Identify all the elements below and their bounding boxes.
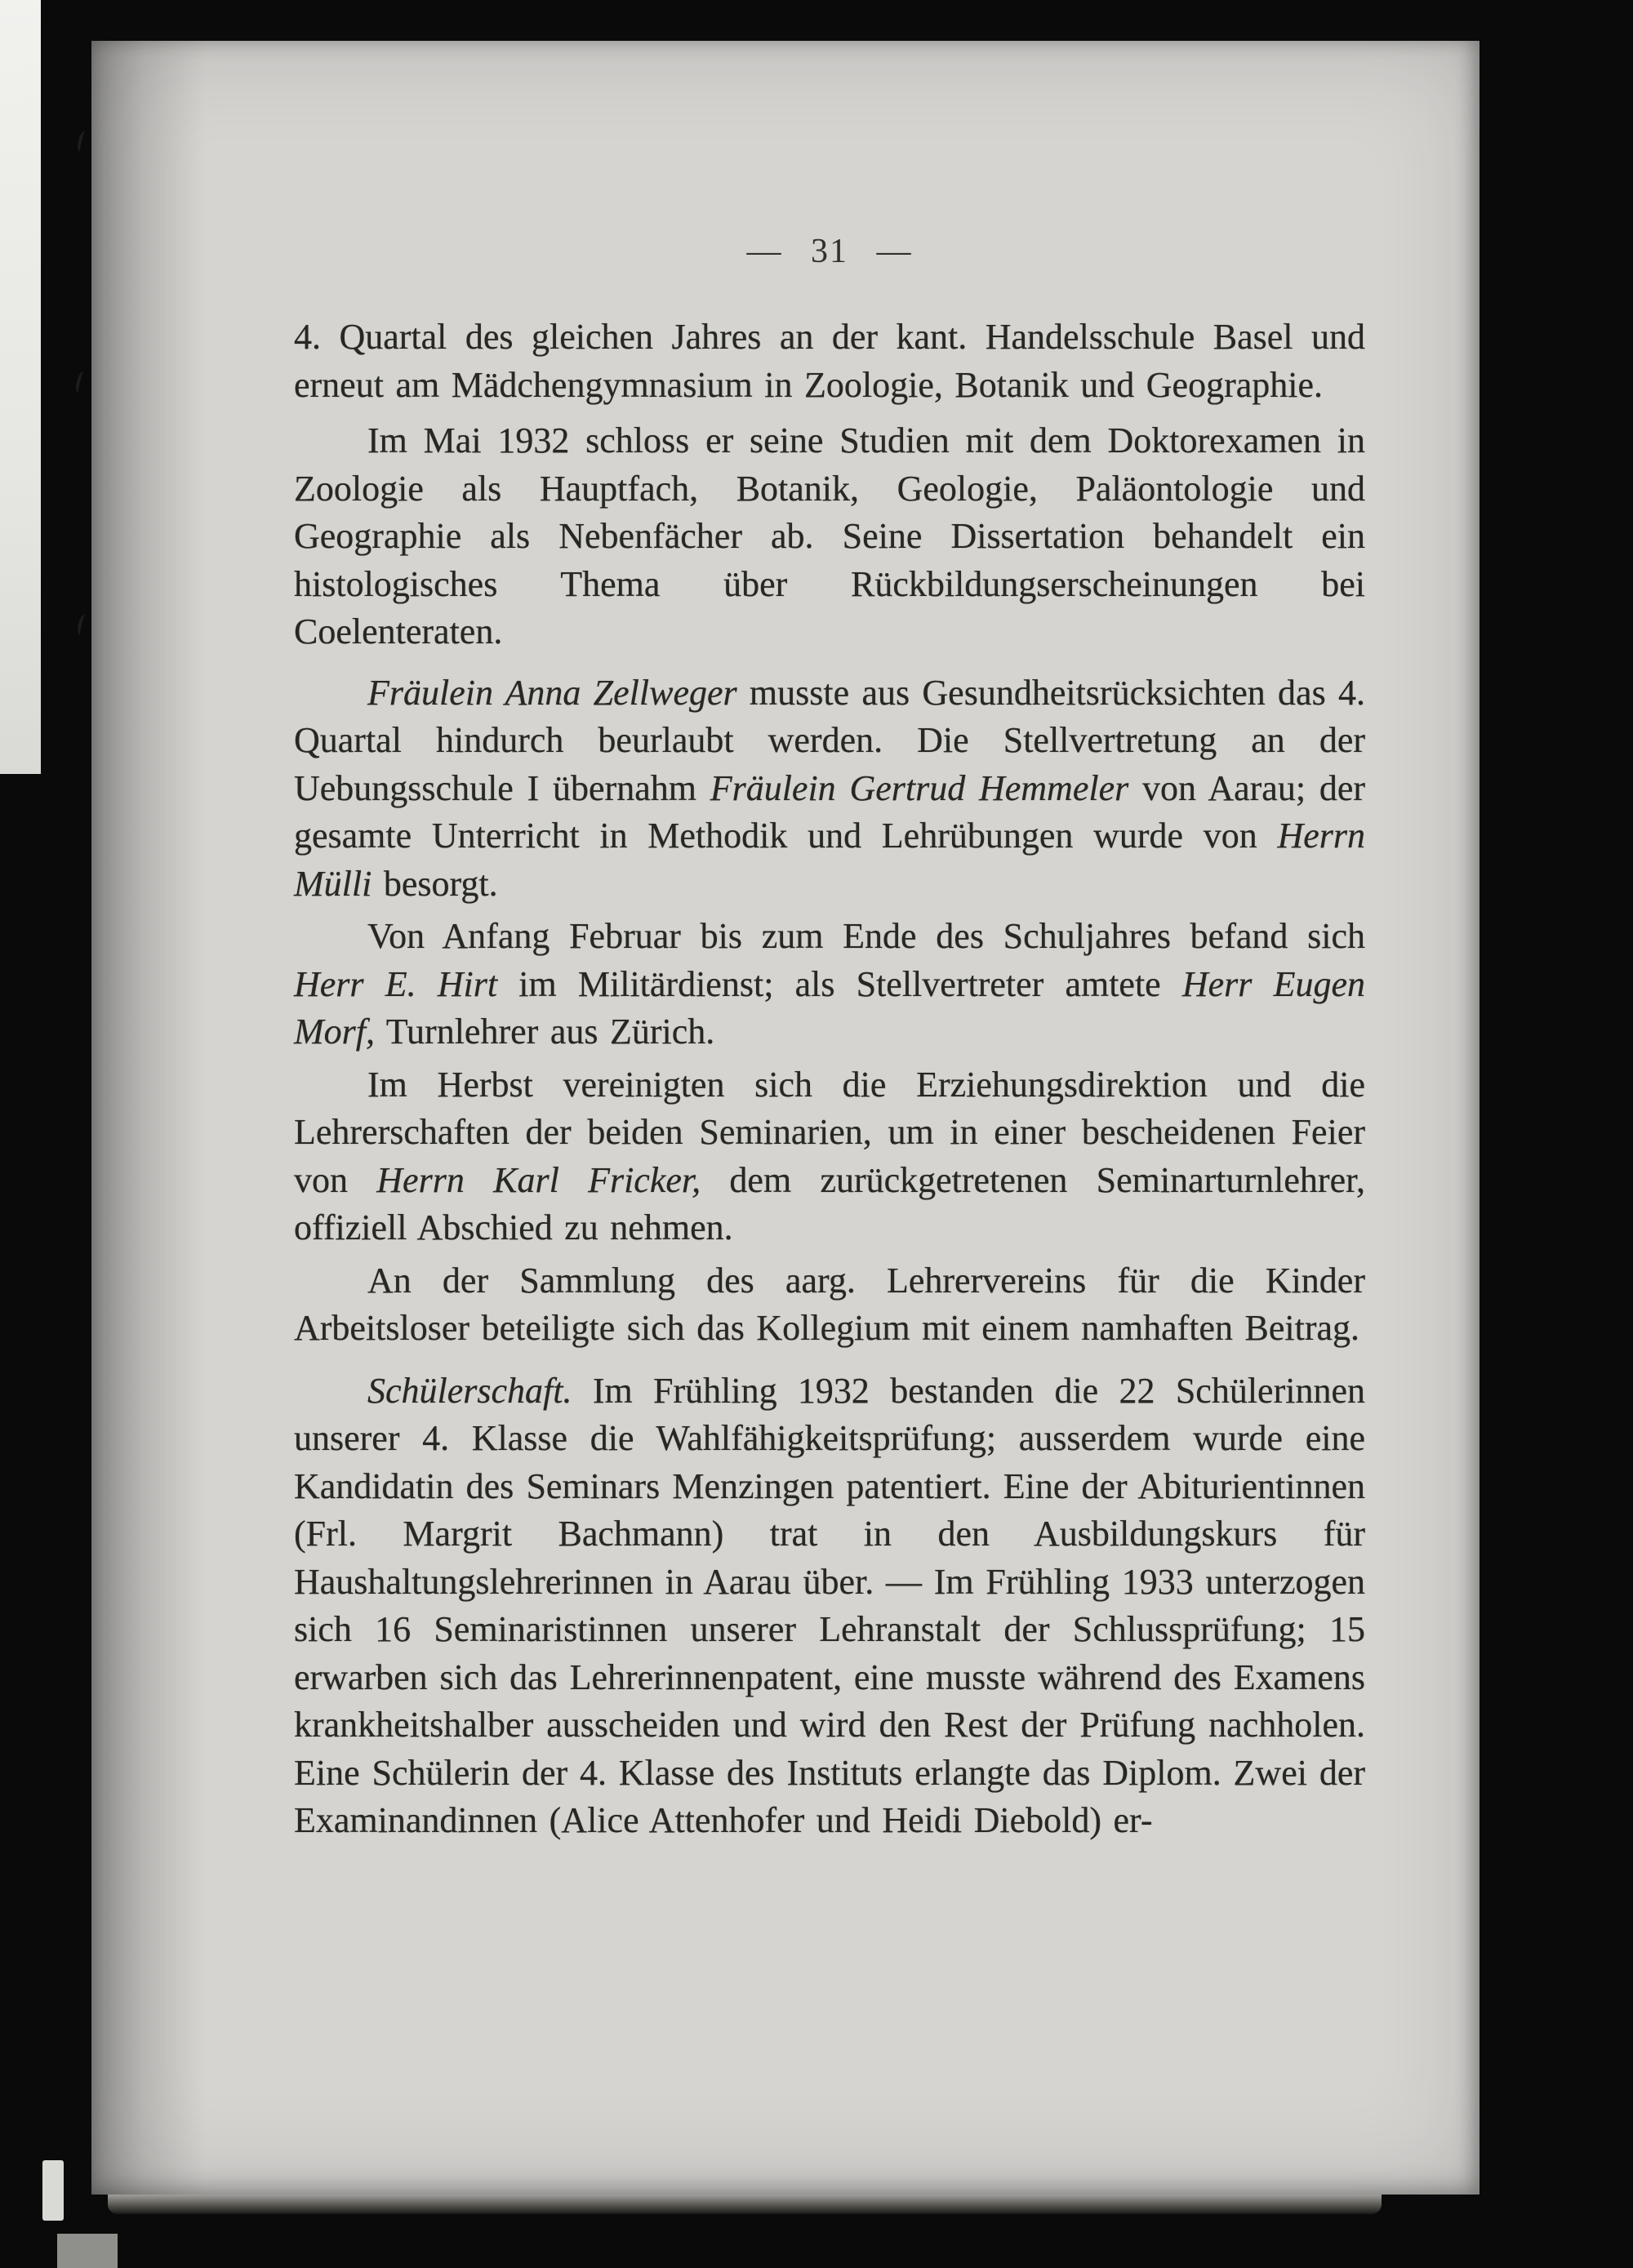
text-run: Im Mai 1932 schloss er seine Studien mit dem Doktorexamen in Zoologie als Hauptfach, Botanik, Geologie, Paläontologie und Geographie als Nebenfächer ab. Seine Dissertation behandelt ein histologisches Thema über Rückbildungserscheinungen bei Coelenteraten. <box>294 420 1365 651</box>
spine-shadow <box>91 41 206 2195</box>
text-run: besorgt. <box>372 863 498 904</box>
text-run: An der Sammlung des aarg. Lehrervereins für die Kinder Arbeitsloser beteiligte sich das Kollegium mit einem namhaften Beitrag. <box>294 1260 1365 1348</box>
page-number: — 31 — <box>746 233 913 270</box>
page-edge-sliver <box>42 2160 64 2221</box>
emphasis-text-run: Herr E. Hirt <box>294 963 498 1004</box>
text-run: 4. Quartal des gleichen Jahres an der kant. Handelsschule Basel und erneut am Mädchengymnasium in Zoologie, Botanik und Geographie. <box>294 317 1365 405</box>
paragraph <box>294 1257 1365 1353</box>
emphasis-text-run: Herrn Mülli <box>294 816 1365 904</box>
binding-mark <box>74 371 87 394</box>
text-run: Turnlehrer aus Zürich. <box>375 1012 715 1052</box>
text-run: Von Anfang Februar bis zum Ende des Schuljahres befand sich <box>367 916 1365 956</box>
page-edge-fragment <box>57 2234 118 2268</box>
paragraph <box>294 1061 1365 1252</box>
binding-mark <box>76 130 89 153</box>
document-page <box>91 41 1479 2195</box>
text-run: von Aarau; der gesamte Unterricht in Methodik und Lehrübungen wurde von <box>294 767 1365 856</box>
paragraph <box>294 669 1365 909</box>
binding-mark <box>76 613 89 636</box>
paragraph <box>294 314 1365 409</box>
text-run: musste aus Gesundheitsrücksichten das 4. Quartal hindurch beurlaubt werden. Die Stellvertretung an der Uebungsschule I übernahm <box>294 672 1365 808</box>
emphasis-text-run: Herr Eugen Morf, <box>294 963 1365 1052</box>
text-run: Im Frühling 1932 bestanden die 22 Schülerinnen unserer 4. Klasse die Wahlfähigkeitsprüfung; ausserdem wurde eine Kandidatin des Seminars Menzingen patentiert. Eine der Abiturientinnen (Frl. Margrit Bachmann) trat in den Ausbildungskurs für Haushaltungslehrerinnen in Aarau über. — Im Frühling 1933 unterzogen sich 16 Seminaristinnen unserer Lehranstalt der Schlussprüfung; 15 erwarben sich das Lehrerinnenpatent, eine musste während des Examens krankheitshalber ausscheiden und wird den Rest der Prüfung nachholen. Eine Schülerin der 4. Klasse des Instituts erlangte das Diplom. Zwei der Examinandinnen (Alice Attenhofer und Heidi Diebold) er- <box>294 1370 1365 1840</box>
page-text <box>294 314 1365 1845</box>
text-run: Im Herbst vereinigten sich die Erziehungsdirektion und die Lehrerschaften der beiden Seminarien, um in einer bescheidenen Feier von <box>294 1064 1365 1200</box>
paragraph <box>294 913 1365 1056</box>
emphasis-text-run: Herrn Karl Fricker, <box>376 1159 701 1200</box>
text-run: dem zurückgetretenen Seminarturnlehrer, offiziell Abschied zu nehmen. <box>294 1159 1365 1247</box>
emphasis-text-run: Fräulein Anna Zellweger <box>367 672 737 713</box>
text-run: im Militärdienst; als Stellvertreter amtete <box>497 963 1182 1004</box>
emphasis-text-run: Fräulein Gertrud Hemmeler <box>710 767 1129 808</box>
paragraph <box>294 1367 1365 1845</box>
emphasis-text-run: Schülerschaft. <box>367 1370 572 1411</box>
paragraph <box>294 417 1365 656</box>
scanner-edge-strip <box>0 0 41 774</box>
page-stack-edge <box>108 2195 1382 2214</box>
